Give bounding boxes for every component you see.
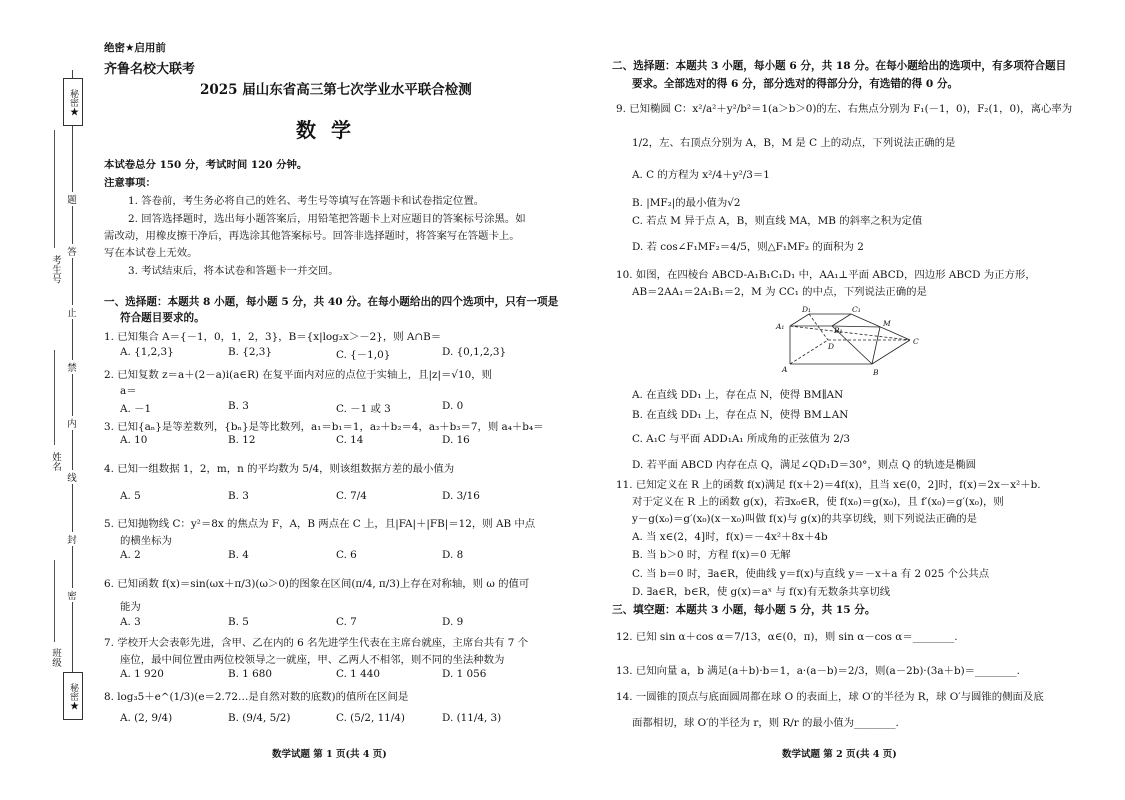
question-stem: 4. 已知一组数据 1，2，m，n 的平均数为 5/4，则该组数据方差的最小值为 [104, 463, 455, 475]
option: B. |MF₂|的最小值为√2 [632, 197, 741, 209]
label-d1: D₁ [802, 305, 812, 314]
label-d: D [828, 342, 835, 351]
option: D. 1 056 [442, 668, 487, 680]
option: C. 7 [336, 616, 357, 628]
question-stem: 7. 学校开大会表彰先进，含甲、乙在内的 6 名先进学生代表在主席台就座，主席台共有 7 个 [104, 637, 529, 649]
field-line [54, 350, 55, 445]
question-stem: 13. 已知向量 a，b 满足(a＋b)·b＝1，a·(a－b)＝2/3，则(a－2b)·(3a＋b)＝________. [616, 665, 1020, 677]
option: A. 当 x∈(2，4]时，f(x)＝－4x²＋8x＋4b [632, 531, 828, 543]
edge-ad [790, 340, 828, 364]
option: B. 在直线 DD₁ 上，存在点 N，使得 BM⊥AN [632, 409, 849, 421]
question-stem: 面都相切，球 O′的半径为 r，则 R/r 的最小值为________. [632, 717, 899, 729]
total-score: 本试卷总分 150 分，考试时间 120 分钟。 [104, 159, 308, 171]
option: D. 若 cos∠F₁MF₂＝4/5，则△F₁MF₂ 的面积为 2 [632, 241, 864, 253]
section2-title: 要求。全部选对的得 6 分，部分选对的得部分分，有选错的得 0 分。 [632, 78, 959, 90]
section2-title: 二、选择题：本题共 3 小题，每小题 6 分，共 18 分。在每小题给出的选项中，有多项符合题目 [612, 60, 1067, 72]
seal-box-bottom: 秘密★ [63, 672, 83, 720]
seal-char: 题 [66, 192, 78, 206]
edge-b1c1 [832, 314, 851, 326]
field-line [54, 130, 55, 248]
seal-char: 密 [66, 588, 78, 602]
label-c: C [913, 337, 919, 346]
question-stem: 6. 已知函数 f(x)＝sin(ωx＋π/3)(ω＞0)的图象在区间(π/4, π/3)上存在对称轴，则 ω 的值可 [104, 578, 530, 590]
question-stem: 1. 已知集合 A＝{－1，0，1，2，3}，B＝{x|log₂x＞－2}，则 A∩B＝ [104, 331, 442, 343]
secret-mark: 绝密★启用前 [104, 42, 166, 54]
option: A. 5 [120, 490, 141, 502]
question-stem: 能为 [120, 601, 141, 613]
section3-title: 三、填空题：本题共 3 小题，每小题 5 分，共 15 分。 [612, 604, 876, 616]
field-line [54, 560, 55, 642]
seal-char: 止 [66, 305, 78, 319]
option: C. {－1,0} [336, 349, 391, 361]
option: A. 3 [120, 616, 141, 628]
notice-line: 写在本试卷上无效。 [104, 247, 198, 259]
seal-box-top: 秘密★ [63, 78, 83, 126]
notice-line: 需改动，用橡皮擦干净后，再选涂其他答案标号。回答非选择题时，将答案写在答题卡上。 [104, 230, 520, 242]
option: D. 若平面 ABCD 内存在点 Q，满足∠QD₁D＝30°，则点 Q 的轨迹是椭圆 [632, 459, 977, 471]
option: D. 0 [442, 400, 464, 412]
field-class: 班级 [50, 648, 61, 667]
option: B. 3 [228, 400, 249, 412]
question-stem: a＝ [120, 385, 137, 397]
option: C. 若点 M 异于点 A，B，则直线 MA，MB 的斜率之积为定值 [632, 215, 923, 227]
option: C. (5/2, 11/4) [336, 712, 405, 724]
edge-cc1 [851, 314, 910, 340]
question-stem: 3. 已知{aₙ}是等差数列，{bₙ}是等比数列，a₁＝b₁＝1，a₂＋b₂＝4，a₃＋b₃＝7，则 a₄＋b₄＝ [104, 421, 544, 433]
line-a1c [790, 326, 910, 340]
notice-line: 2. 回答选择题时，选出每小题答案后，用铅笔把答题卡上对应题目的答案标号涂黑。如 [128, 213, 526, 225]
edge-dd1 [809, 314, 828, 340]
page-footer: 数学试题 第 2 页(共 4 页) [782, 749, 897, 760]
option: C. 14 [336, 434, 364, 446]
option: D. 9 [442, 616, 464, 628]
option: A. 2 [120, 549, 141, 561]
option: B. 4 [228, 549, 249, 561]
notice-line: 1. 答卷前，考生务必将自己的姓名、考生号等填写在答题卡和试卷指定位置。 [128, 195, 485, 207]
question-stem: 14. 一圆锥的顶点与底面圆周都在球 O 的表面上，球 O′的半径为 R，球 O′与圆锥的侧面及底 [616, 691, 1044, 703]
option: A. 在直线 DD₁ 上，存在点 N，使得 BM∥AN [632, 389, 844, 401]
edge-a1d1 [790, 314, 809, 326]
question-stem: 11. 已知定义在 R 上的函数 f(x)满足 f(x＋2)＝4f(x)，且当 x∈(0，2]时，f(x)＝2x－x²＋b. [616, 479, 1041, 491]
question-stem: 的横坐标为 [120, 535, 172, 547]
option: D. {0,1,2,3} [442, 346, 507, 358]
frustum-figure [772, 302, 932, 380]
option: A. C 的方程为 x²/4＋y²/3＝1 [632, 169, 770, 181]
label-b: B [873, 368, 879, 377]
option: C. 1 440 [336, 668, 380, 680]
question-stem: 10. 如图，在四棱台 ABCD-A₁B₁C₁D₁ 中，AA₁⊥平面 ABCD，四边形 ABCD 为正方形， [616, 269, 1036, 281]
seal-char: 答 [66, 244, 78, 258]
option: B. (9/4, 5/2) [228, 712, 291, 724]
field-name: 姓名 [50, 452, 61, 471]
option: A. －1 [120, 403, 152, 415]
label-a1: A₁ [776, 322, 785, 331]
question-stem: 5. 已知抛物线 C：y²＝8x 的焦点为 F，A，B 两点在 C 上，且|FA|＋|FB|＝12，则 AB 中点 [104, 518, 536, 530]
option: C. 当 b＝0 时，∃a∈R，使曲线 y＝f(x)与直线 y＝－x＋a 有 2 025 个公共点 [632, 568, 990, 580]
page-footer: 数学试题 第 1 页(共 4 页) [272, 749, 387, 760]
edge-bc [872, 340, 910, 364]
section1-title: 一、选择题：本题共 8 小题，每小题 5 分，共 40 分。在每小题给出的四个选项中，只有一项是 [104, 296, 559, 308]
option: A. 1 920 [120, 668, 164, 680]
question-stem: AB＝2AA₁＝2A₁B₁＝2，M 为 CC₁ 的中点，下列说法正确的是 [632, 286, 927, 298]
label-a: A [782, 365, 788, 374]
option: B. 3 [228, 490, 249, 502]
question-stem: 1/2，左、右顶点分别为 A，B，M 是 C 上的动点，下列说法正确的是 [632, 137, 956, 149]
option: B. 12 [228, 434, 256, 446]
option: D. 8 [442, 549, 464, 561]
option: C. －1 或 3 [336, 403, 391, 415]
option: B. {2,3} [228, 346, 272, 358]
question-stem: 12. 已知 sin α＋cos α＝7/13，α∈(0，π)，则 sin α－cos α＝________. [616, 631, 958, 643]
notice-title: 注意事项： [104, 177, 156, 189]
option: D. ∃a∈R，b∈R，使 g(x)＝aˣ 与 f(x)有无数条共享切线 [632, 586, 891, 598]
line-bm [872, 327, 880, 364]
subject-title: 数 学 [296, 118, 355, 142]
option: D. 16 [442, 434, 470, 446]
section1-title: 符合题目要求的。 [120, 312, 205, 324]
question-stem: 8. log₃5＋e^(1/3)(e＝2.72…是自然对数的底数)的值所在区间是 [104, 691, 409, 703]
seal-char: 禁 [66, 360, 78, 374]
exam-title: 2025 届山东省高三第七次学业水平联合检测 [200, 82, 472, 98]
question-stem: y－g(x₀)＝g′(x₀)(x－x₀)叫做 f(x)与 g(x)的共享切线，则下列说法正确的是 [632, 513, 978, 525]
option: B. 当 b＞0 时，方程 f(x)＝0 无解 [632, 549, 791, 561]
option: C. A₁C 与平面 ADD₁A₁ 所成角的正弦值为 2/3 [632, 433, 851, 445]
label-b1: B₁ [834, 326, 843, 335]
option: A. (2, 9/4) [120, 712, 173, 724]
option: A. 10 [120, 434, 148, 446]
field-exam-number: 考生号 [50, 255, 61, 284]
option: C. 6 [336, 549, 357, 561]
seal-line [72, 70, 73, 720]
question-stem: 对于定义在 R 上的函数 g(x)，若∃x₀∈R，使 f(x₀)＝g(x₀)，且 f′(x₀)＝g′(x₀)，则 [632, 496, 1004, 508]
seal-char: 封 [66, 532, 78, 546]
question-stem: 9. 已知椭圆 C：x²/a²＋y²/b²＝1(a＞b＞0)的左、右焦点分别为 F₁(－1，0)，F₂(1，0)，离心率为 [616, 103, 1073, 115]
question-stem: 座位，最中间位置由两位校领导之一就座，甲、乙两人不相邻，则不同的坐法种数为 [120, 654, 505, 666]
option: A. {1,2,3} [120, 346, 174, 358]
option: B. 1 680 [228, 668, 272, 680]
option: B. 5 [228, 616, 249, 628]
org-name: 齐鲁名校大联考 [104, 62, 196, 77]
notice-line: 3. 考试结束后，将本试卷和答题卡一并交回。 [128, 265, 339, 277]
label-m: M [883, 319, 891, 328]
page-2 [612, 0, 1097, 800]
option: D. (11/4, 3) [442, 712, 502, 724]
page-1 [100, 0, 565, 800]
option: D. 3/16 [442, 490, 480, 502]
seal-char: 内 [66, 416, 78, 430]
label-c1: C₁ [852, 305, 861, 314]
option: C. 7/4 [336, 490, 367, 502]
seal-char: 线 [66, 470, 78, 484]
question-stem: 2. 已知复数 z＝a＋(2－a)i(a∈R) 在复平面内对应的点位于实轴上，且|z|＝√10，则 [104, 369, 493, 381]
